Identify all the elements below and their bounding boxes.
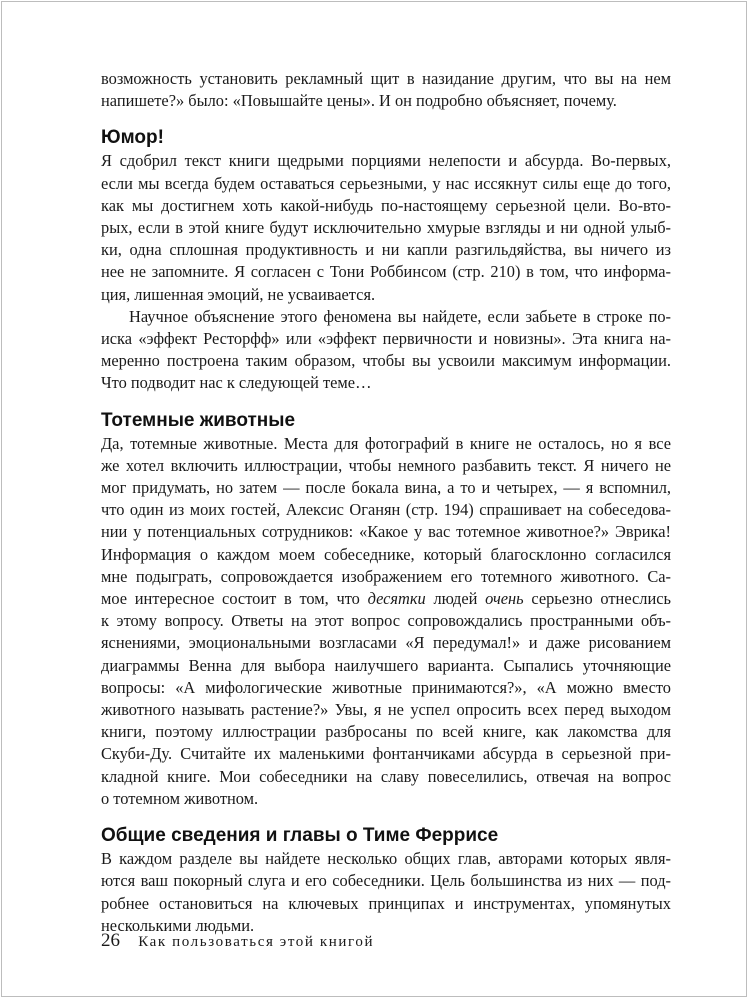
text-line: несколькими людьми. xyxy=(101,915,255,935)
paragraph xyxy=(101,306,671,395)
text-line: кладной книге. Мои собеседники на славу повеселились, отвечая на вопрос xyxy=(101,766,671,786)
text-line: меренно построена таким образом, чтобы вы усвоили максимум информации. xyxy=(101,351,671,371)
text-line: к этому вопросу. Ответы на этот вопрос сопровождались пространными объ- xyxy=(101,611,671,631)
text-line: же хотел включить иллюстрации, чтобы немного разбавить текст. Я ничего не xyxy=(101,455,671,475)
text-line: как мы достигнем хоть какой-нибудь по-настоящему серьезной цели. Во-вто- xyxy=(101,195,671,215)
text-line: диаграммы Венна для выбора наилучшего варианта. Сыпались уточняющие xyxy=(101,655,671,675)
text-line-rich xyxy=(101,588,671,610)
text-line: если мы всегда будем оставаться серьезными, у нас иссякнут силы еще до того, xyxy=(101,173,671,193)
text-line: ки, одна сплошная продуктивность и ни капли разгильдяйства, вы ничего из xyxy=(101,240,671,260)
text-column xyxy=(101,68,671,937)
text-line: что один из моих гостей, Алексис Оганян (стр. 194) спрашивает на собеседова- xyxy=(101,500,671,520)
text-line: робнее остановиться на ключевых принципах и инструментах, упомянутых xyxy=(101,893,671,913)
text-segment: серьезно отнеслись xyxy=(523,589,671,609)
text-line: вопросы: «А мифологические животные принимаются?», «А можно вместо xyxy=(101,677,671,697)
paragraph xyxy=(101,150,671,305)
text-line: мне подыграть, сопровождается изображением его тотемного животного. Са- xyxy=(101,566,671,586)
text-line: напишете?» было: «Повышайте цены». И он подробно объясняет, почему. xyxy=(101,91,617,111)
book-page xyxy=(1,1,747,997)
section-heading-general-info: Общие сведения и главы о Тиме Феррисе xyxy=(101,825,499,847)
text-line: книги, поэтому иллюстрации разбросаны по всей книге, как лакомства для xyxy=(101,722,671,742)
text-line: возможность установить рекламный щит в назидание другим, что вы на нем xyxy=(101,69,671,88)
emphasis-text: очень xyxy=(485,589,524,609)
text-line: Что подводит нас к следующей теме… xyxy=(101,373,372,393)
text-line: нее не запомните. Я согласен с Тони Роббинсом (стр. 210) в том, что информа- xyxy=(101,262,671,282)
intro-paragraph xyxy=(101,68,671,112)
text-line: животного называть растение?» Увы, я не успел опросить всех перед выходом xyxy=(101,700,671,720)
page-footer xyxy=(101,930,374,952)
text-line: Научное объяснение этого феномена вы найдете, если забьете в строке по- xyxy=(129,306,671,326)
text-line: мог придумать, но затем — после бокала вина, а то и четырех, — я вспомнил, xyxy=(101,478,671,498)
page-number: 26 xyxy=(101,930,120,951)
text-line: Скуби-Ду. Считайте их маленькими фонтанчиками абсурда в серьезной при- xyxy=(101,744,671,764)
text-line: Информация о каждом моем собеседнике, который благосклонно согласился xyxy=(101,544,671,564)
text-line: ция, лишенная эмоций, не усваивается. xyxy=(101,284,376,304)
text-line: ются ваш покорный слуга и его собеседники. Цель большинства из них — под- xyxy=(101,871,671,891)
paragraph xyxy=(101,848,671,937)
text-line: Да, тотемные животные. Места для фотографий в книге не осталось, но я все xyxy=(101,433,671,453)
text-segment: мое интересное состоит в том, что xyxy=(101,589,368,609)
text-line: Я сдобрил текст книги щедрыми порциями нелепости и абсурда. Во-первых, xyxy=(101,151,671,171)
section-heading-humor: Юмор! xyxy=(101,127,164,149)
text-line: яснениями, эмоциональными возгласами «Я передумал!» и даже рисованием xyxy=(101,633,671,653)
text-line: о тотемном животном. xyxy=(101,788,259,808)
text-line: В каждом разделе вы найдете несколько общих глав, авторами которых явля- xyxy=(101,849,671,869)
emphasis-text: десятки xyxy=(367,589,426,609)
running-title: Как пользоваться этой книгой xyxy=(138,934,375,950)
text-line: рых, если в этой книге будут исключительно хмурые взгляды и ни одной улыб- xyxy=(101,218,671,238)
section-heading-totem-animals: Тотемные животные xyxy=(101,409,296,431)
text-line: нии у потенциальных сотрудников: «Какое у вас тотемное животное?» Эврика! xyxy=(101,522,671,542)
paragraph xyxy=(101,433,671,810)
text-line: иска «эффект Ресторфф» или «эффект первичности и новизны». Эта книга на- xyxy=(101,329,671,349)
text-segment: людей xyxy=(425,589,486,609)
